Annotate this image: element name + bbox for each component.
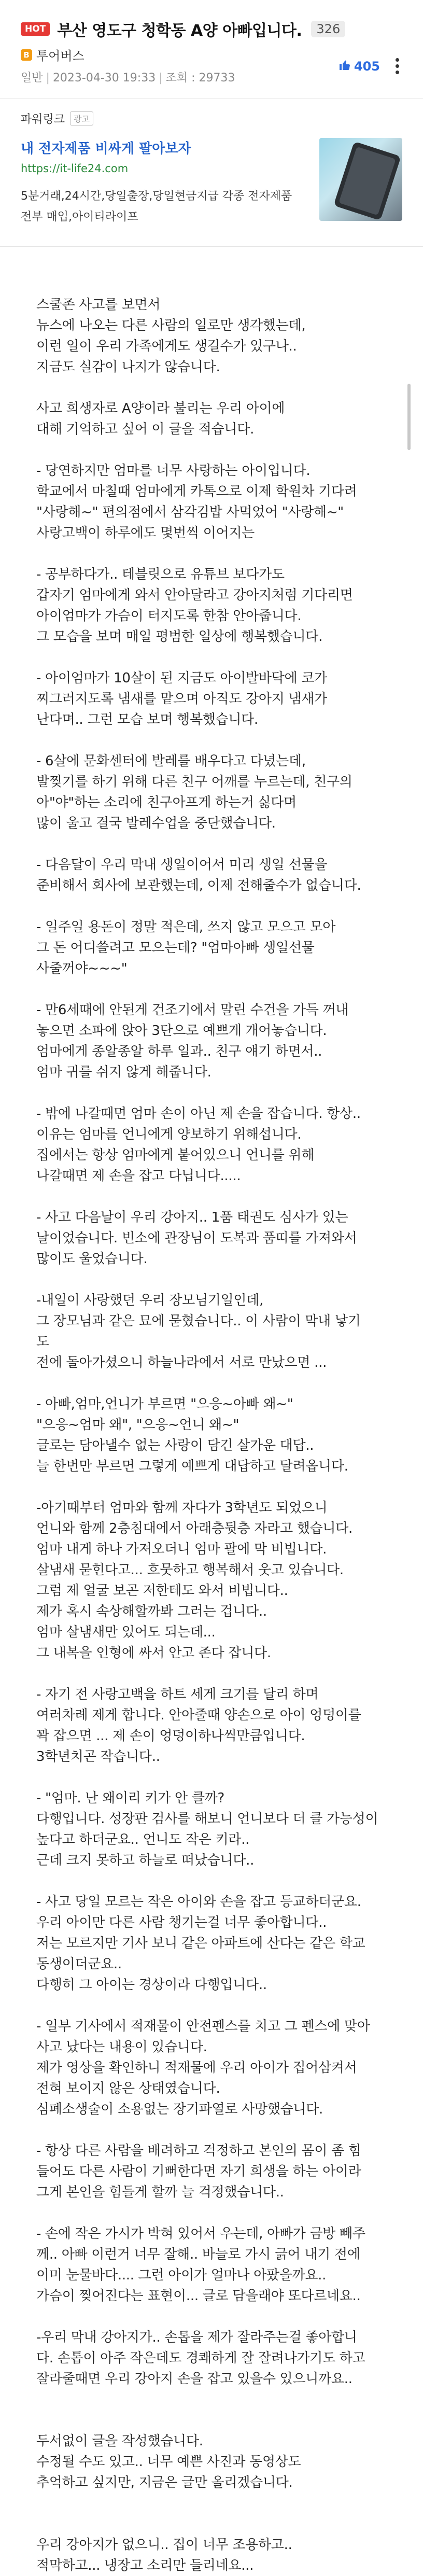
- ad-label: 파워링크: [21, 113, 65, 126]
- body-paragraph: - 아빠,엄마,언니가 부르면 "으응~아빠 왜~" "으응~엄마 왜", "으응~언니 왜~" 글로는 담아낼수 없는 사랑이 담긴 살가운 대답.. 늘 한번만 부르면 그렇게 예쁘게 대답하고 달려옵니다.: [36, 1396, 348, 1474]
- hot-badge: HOT: [21, 22, 50, 36]
- view-count: 조회 : 29733: [165, 72, 235, 85]
- body-paragraph: - 사고 당일 모르는 작은 아이와 손을 잡고 등교하더군요. 우리 아이만 다른 사람 챙기는걸 너무 좋아합니다.. 저는 모르지만 기사 보니 같은 아파트에 산다는 같은 학교 동생이더군요.. 다행히 그 아이는 경상이라 다행입니다..: [36, 1894, 365, 1993]
- body-paragraph: - 공부하다가.. 테블릿으로 유튜브 보다가도 갑자기 엄마에게 와서 안아달라고 강아지처럼 기다리면 아이엄마가 가슴이 터지도록 한참 안아줍니다. 그 모습을 보며 매일 평범한 일상에 행복했습니다.: [36, 567, 353, 645]
- ad-url[interactable]: https://it-life24.com: [21, 162, 129, 175]
- title-row: [21, 18, 402, 40]
- post-info: 일반 | 2023-04-30 19:33 | 조회 : 29733: [21, 72, 235, 85]
- body-paragraph: - 손에 작은 가시가 박혀 있어서 우는데, 아빠가 금방 빼주 께.. 아빠 이런거 너무 잘해.. 바늘로 가시 긁어 내기 전에 이미 눈물바다.... 그런 아이가 얼마나 아팠을까요.. 가슴이 찢어진다는 표현이... 글로 담을래야 또다르네요..: [36, 2226, 365, 2304]
- meta-row: [21, 46, 402, 85]
- meta-right: [339, 55, 402, 77]
- body-paragraph: - 만6세때에 안된게 건조기에서 말린 수건을 가득 꺼내 놓으면 소파에 앉아 3단으로 예쁘게 개어놓습니다. 엄마에게 종알종알 하루 일과.. 친구 얘기 하면서.. 엄마 귀를 쉬지 않게 해줍니다.: [36, 1002, 349, 1080]
- body-paragraph: 우리 강아지가 없으니.. 집이 너무 조용하고.. 적막하고... 냉장고 소리만 들리네요...: [36, 2537, 292, 2573]
- body-paragraph: - 항상 다른 사람을 배려하고 걱정하고 본인의 몸이 좀 힘 들어도 다른 사람이 기뻐한다면 자기 희생을 하는 아이라 그게 본인을 힘들게 할까 늘 걱정했습니다..: [36, 2143, 361, 2200]
- body-paragraph: - 6살에 문화센터에 발레를 배우다고 다녔는데, 발찢기를 하기 위해 다른 친구 어깨를 누르는데, 친구의 아"야"하는 소리에 친구아프게 하는거 싫다며 많이 울고 결국 발레수업을 중단했습니다.: [36, 753, 353, 831]
- author-level-icon: B: [21, 49, 32, 61]
- author-name[interactable]: 투어버스: [36, 49, 84, 63]
- ad-section: [0, 99, 423, 228]
- post-title: 부산 영도구 청학동 A양 아빠입니다.: [57, 22, 302, 40]
- post-header: [0, 0, 423, 85]
- body-paragraph: 스쿨존 사고를 보면서 뉴스에 나오는 다른 사람의 일로만 생각했는데, 이런 일이 우리 가족에게도 생길수가 있구나.. 지금도 실감이 나지가 않습니다.: [36, 297, 306, 375]
- body-paragraph: - 사고 다음날이 우리 강아지.. 1품 태권도 심사가 있는 날이었습니다. 빈소에 관장님이 도복과 품띠를 가져와서 많이도 울었습니다.: [36, 1210, 357, 1267]
- ad-text: [21, 138, 301, 228]
- body-paragraph: - "엄마. 난 왜이리 키가 안 클까? 다행입니다. 성장판 검사를 해보니 언니보다 더 클 가능성이 높다고 하더군요.. 언니도 작은 키라.. 근데 크지 못하고 하늘로 떠났습니다..: [36, 1790, 378, 1868]
- scrollbar[interactable]: [407, 384, 411, 450]
- ad-image[interactable]: [319, 138, 402, 221]
- body-paragraph: - 다음달이 우리 막내 생일이어서 미리 생일 선물을 준비해서 회사에 보관했는데, 이제 전해줄수가 없습니다.: [36, 857, 361, 893]
- body-paragraph: - 아이엄마가 10살이 된 지금도 아이발바닥에 코가 찌그러지도록 냄새를 맡으며 아직도 강아지 냄새가 난다며.. 그런 모습 보며 행복했습니다.: [36, 670, 327, 727]
- body-paragraph: - 일부 기사에서 적재물이 안전펜스를 치고 그 펜스에 맞아 사고 났다는 내용이 있습니다. 제가 영상을 확인하니 적재물에 우리 아이가 집어삼켜서 전혀 보이지 않은 상태였습니다. 심폐소생술이 소용없는 장기파열로 사망했습니다.: [36, 2019, 370, 2117]
- body-paragraph: -아기때부터 엄마와 함께 자다가 3학년도 되었으니 언니와 함께 2층침대에서 아래층뒷층 자라고 했습니다. 엄마 내게 하나 가져오더니 엄마 팔에 막 비빕니다. 살냄새 묻힌다고... 흐뭇하고 행복해서 웃고 있습니다. 그럼 제 얼굴 보곤 저한테도 와서 비빕니다.. 제가 혹시 속상해할까봐 그러는 겁니다.. 엄마 살냄새만 있어도 되는데... 그 내복을 인형에 싸서 안고 존다 잡니다.: [36, 1500, 353, 1661]
- post-datetime: 2023-04-30 19:33: [52, 72, 156, 85]
- ad-description: 5분거래,24시간,당일출장,당일현금지급 각종 전자제품 전부 매입,아이티라이프: [21, 190, 292, 223]
- like-button[interactable]: [339, 59, 380, 74]
- ad-card[interactable]: [21, 138, 402, 228]
- like-count: 405: [354, 59, 380, 74]
- thumbs-up-icon: [339, 59, 351, 74]
- more-vertical-icon[interactable]: [392, 55, 402, 77]
- body-paragraph: - 자기 전 사랑고백을 하트 세게 크기를 달리 하며 여러차례 제게 합니다. 안아줄때 양손으로 아이 엉덩이를 꽉 잡으면 ... 제 손이 엉덩이하나씩만큼입니다. 3학년치곤 작습니다..: [36, 1687, 361, 1765]
- author-row[interactable]: [21, 46, 235, 64]
- ad-label-row: [21, 110, 402, 127]
- meta-left: [21, 46, 235, 85]
- body-paragraph: - 밖에 나갈때면 엄마 손이 아닌 제 손을 잡습니다. 항상.. 이유는 엄마를 언니에게 양보하기 위해섭니다. 집에서는 항상 엄마에게 붙어있으니 언니를 위해 나갈때면 제 손을 잡고 다닙니다.....: [36, 1106, 361, 1184]
- body-paragraph: 사고 희생자로 A양이라 불리는 우리 아이에 대해 기억하고 싶어 이 글을 적습니다.: [36, 401, 285, 437]
- body-paragraph: - 일주일 용돈이 정말 적은데, 쓰지 않고 모으고 모아 그 돈 어디쓸려고 모으는데? "엄마아빠 생일선물 사줄꺼야~~~": [36, 919, 336, 976]
- comment-count-badge[interactable]: 326: [311, 21, 345, 37]
- board-name: 일반: [21, 72, 43, 85]
- body-paragraph: -우리 막내 강아지가.. 손톱을 제가 잘라주는걸 좋아합니 다. 손톱이 아주 작은데도 경쾌하게 잘 잘려나가기도 하고 잘라줄때면 우리 강아지 손을 잡고 있을수 있으니까요..: [36, 2330, 365, 2387]
- ad-badge: 광고: [70, 111, 93, 125]
- ad-headline[interactable]: 내 전자제품 비싸게 팔아보자: [21, 141, 191, 157]
- body-paragraph: 두서없이 글을 작성했습니다. 수정될 수도 있고.. 너무 예쁜 사진과 동영상도 추억하고 싶지만, 지금은 글만 올리겠습니다.: [36, 2433, 301, 2490]
- post-body: [0, 247, 423, 2576]
- body-paragraph: - 당연하지만 엄마를 너무 사랑하는 아이입니다. 학교에서 마칠때 엄마에게 카톡으로 이제 학원차 기다려 "사랑해~" 편의점에서 삼각김밥 사먹었어 "사랑해~" 사랑고백이 하루에도 몇번씩 이어지는: [36, 463, 357, 541]
- body-paragraph: -내일이 사랑했던 우리 장모님기일인데, 그 장모님과 같은 묘에 묻혔습니다.. 이 사람이 막내 낳기 도 전에 돌아가셨으니 하늘나라에서 서로 만났으면 ...: [36, 1293, 361, 1370]
